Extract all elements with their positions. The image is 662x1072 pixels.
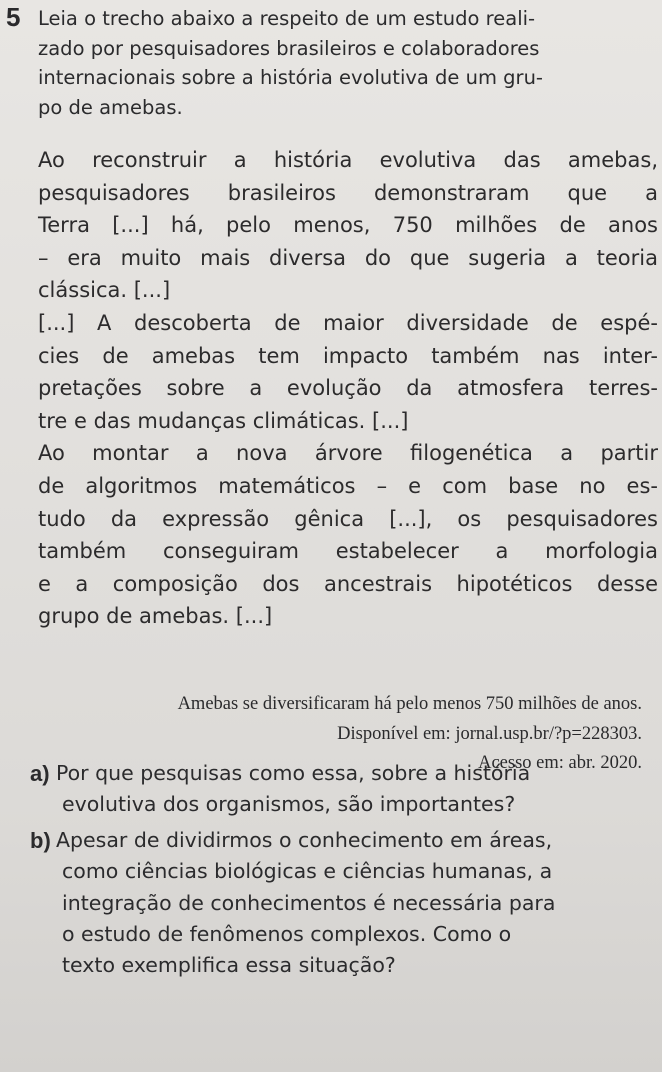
intro-line: po de amebas.: [38, 95, 183, 119]
excerpt-line: tre e das mudanças climáticas. [...]: [38, 408, 409, 433]
item-letter: a): [30, 761, 50, 786]
item-line: Apesar de dividirmos o conhecimento em áreas,: [56, 827, 553, 852]
excerpt-line: Terra [...] há, pelo menos, 750 milhões de anos: [38, 213, 658, 238]
excerpt-line: grupo de amebas. [...]: [38, 604, 273, 629]
excerpt-line: pesquisadores brasileiros demonstraram que a: [38, 180, 658, 205]
question-intro: [38, 4, 638, 122]
source-access-date: Acesso em: abr. 2020.: [478, 753, 642, 773]
intro-line: internacionais sobre a história evolutiva de um gru-: [38, 66, 543, 89]
excerpt-line: Ao montar a nova árvore filogenética a partir: [38, 441, 658, 466]
excerpt-line: também conseguiram estabelecer a morfologia: [38, 539, 658, 564]
intro-line: zado por pesquisadores brasileiros e colaboradores: [38, 36, 540, 60]
item-line: integração de conhecimentos é necessária para: [62, 890, 556, 915]
item-line: texto exemplifica essa situação?: [62, 953, 396, 978]
excerpt-line: [...] A descoberta de maior diversidade de espé-: [38, 310, 658, 335]
excerpt-line: e a composição dos ancestrais hipotéticos desse: [38, 571, 658, 596]
excerpt-line: Ao reconstruir a história evolutiva das amebas,: [38, 148, 658, 172]
item-line: evolutiva dos organismos, são importantes?: [62, 792, 516, 817]
item-line: o estudo de fenômenos complexos. Como o: [62, 922, 512, 947]
item-line: como ciências biológicas e ciências humanas, a: [62, 859, 553, 884]
sub-questions: [30, 758, 650, 982]
source-url: Disponível em: jornal.usp.br/?p=228303.: [337, 723, 642, 744]
intro-line: Leia o trecho abaixo a respeito de um estudo reali-: [38, 7, 536, 30]
sub-question-a: [30, 758, 650, 821]
item-letter: b): [30, 827, 51, 853]
article-excerpt: [38, 144, 658, 633]
excerpt-line: de algoritmos matemáticos – e com base no es-: [38, 473, 658, 498]
excerpt-line: – era muito mais diversa do que sugeria a teoria: [38, 245, 658, 270]
sub-question-b: [30, 825, 650, 982]
excerpt-line: pretações sobre a evolução da atmosfera terres-: [38, 376, 658, 401]
question-number: 5: [6, 2, 21, 32]
item-line: Por que pesquisas como essa, sobre a história: [56, 761, 531, 785]
excerpt-line: tudo da expressão gênica [...], os pesquisadores: [38, 506, 658, 531]
source-title: Amebas se diversificaram há pelo menos 750 milhões de anos.: [177, 694, 642, 714]
excerpt-line: cies de amebas tem impacto também nas inter-: [38, 343, 658, 368]
excerpt-line: clássica. [...]: [38, 278, 171, 303]
